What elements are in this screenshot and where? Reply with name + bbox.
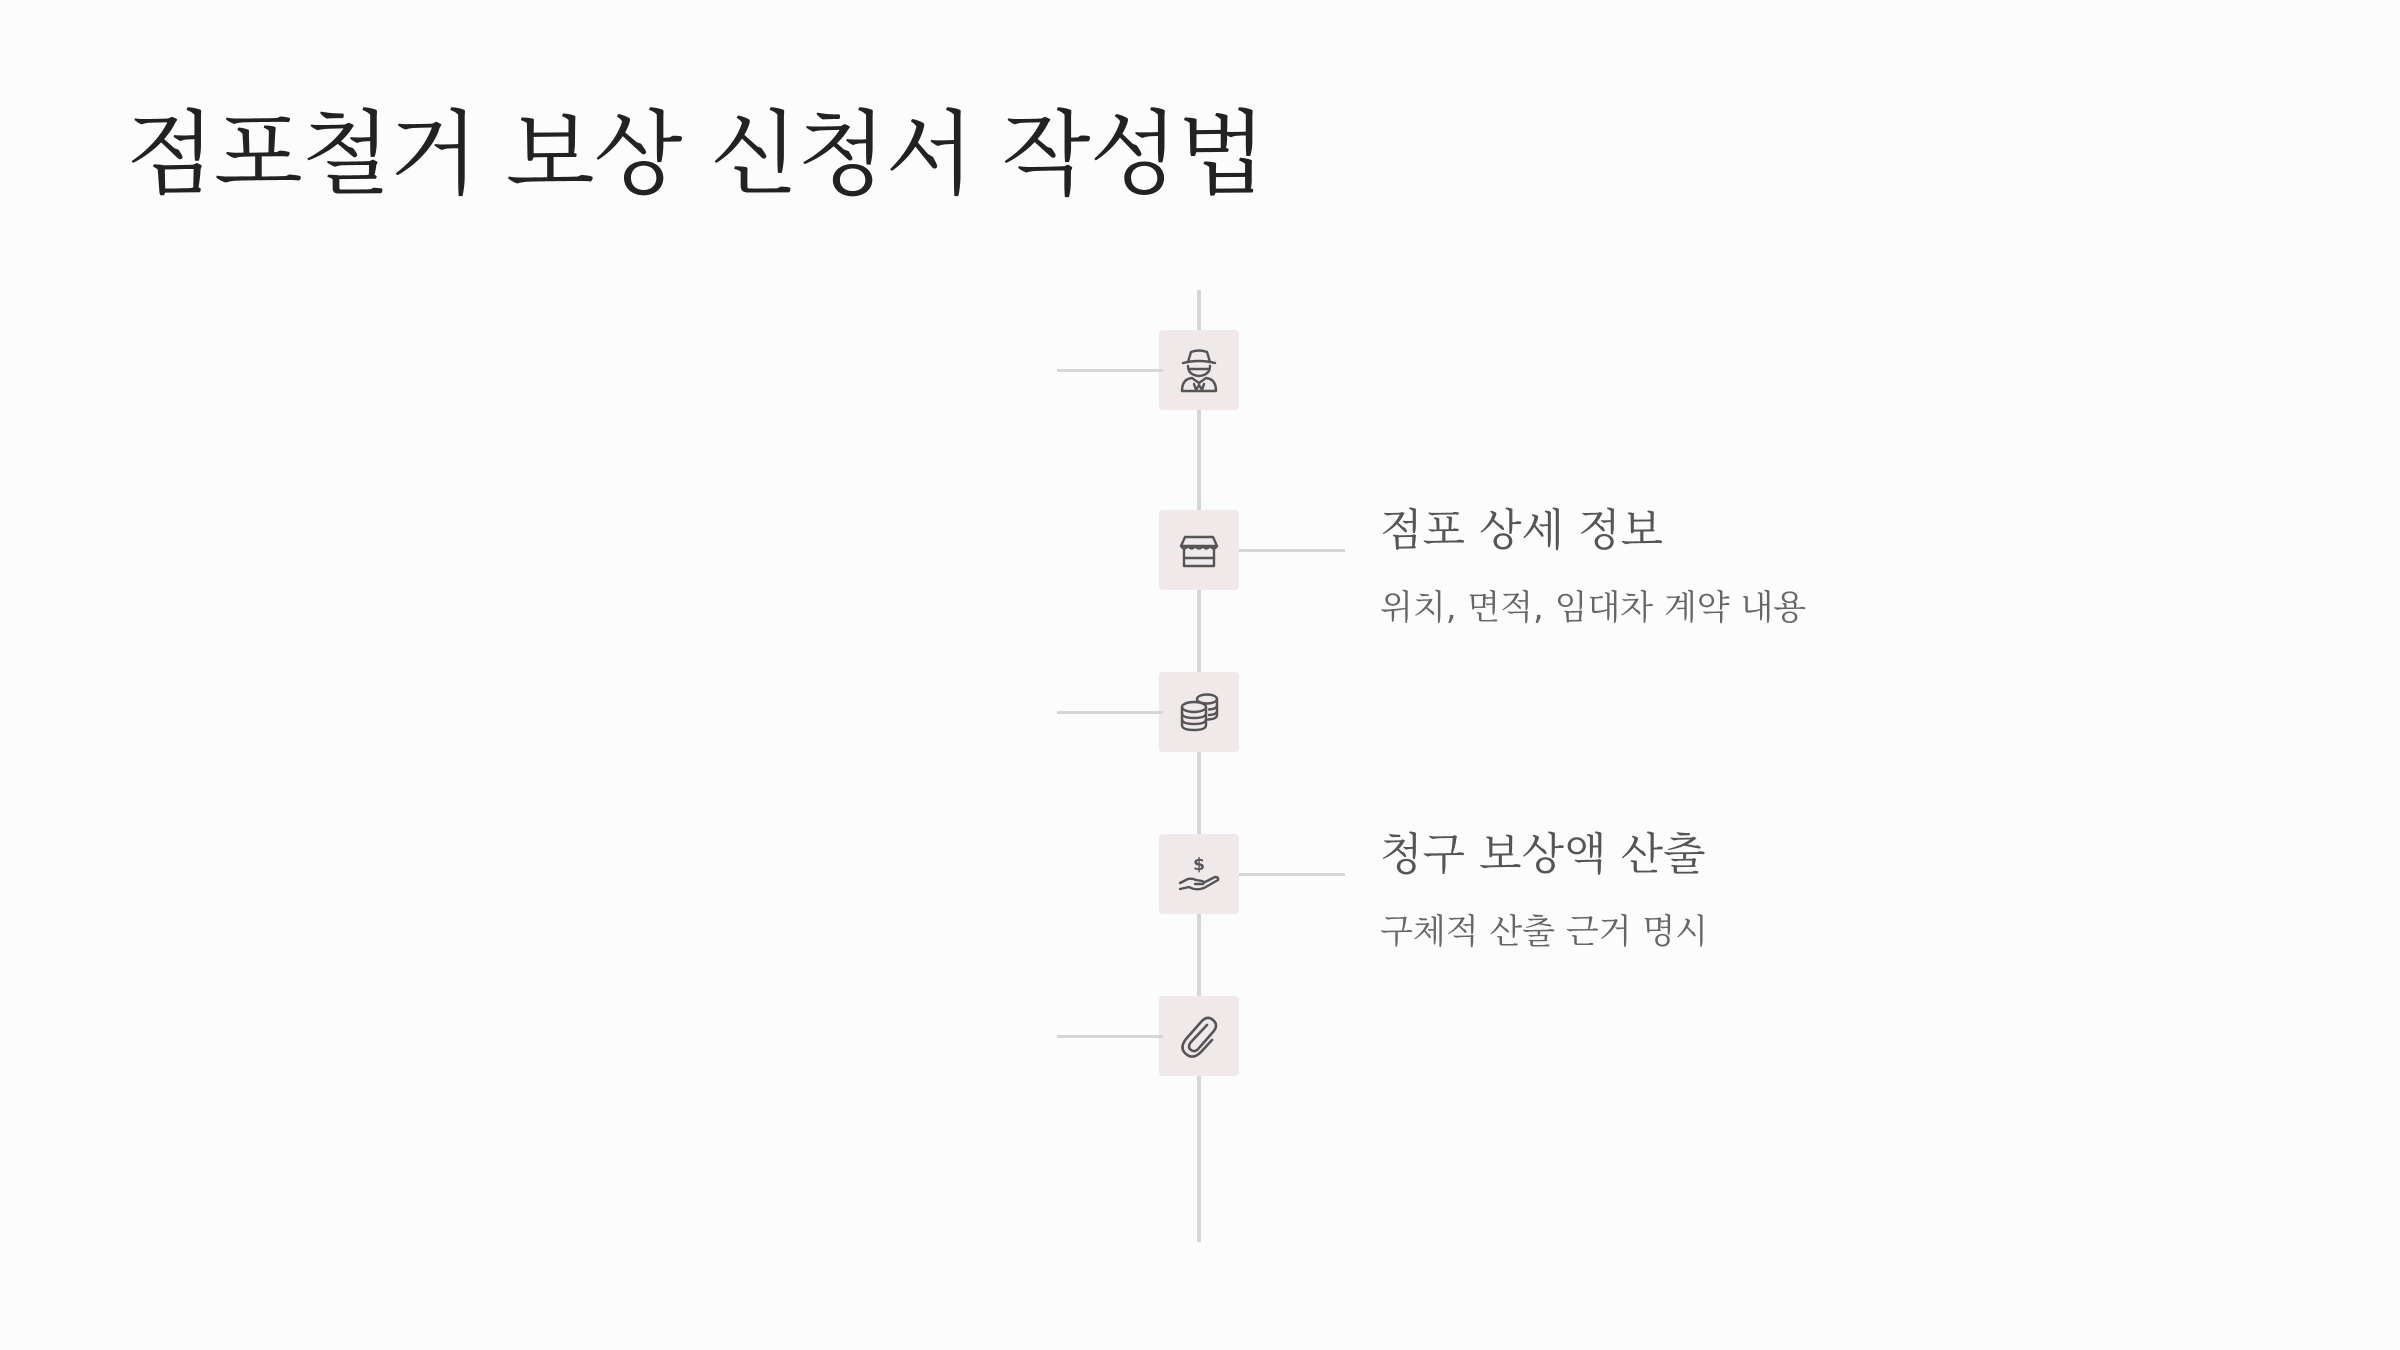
step-title: 청구 보상액 산출 — [1380, 829, 1706, 880]
store-icon — [1159, 510, 1239, 590]
connector-line — [1057, 1035, 1163, 1038]
detective-icon — [1159, 330, 1239, 410]
step-title: 점포 상세 정보 — [1380, 505, 1663, 556]
paperclip-icon — [1159, 996, 1239, 1076]
connector-line — [1239, 873, 1345, 876]
coins-icon — [1159, 672, 1239, 752]
page-title: 점포철거 보상 신청서 작성법 — [126, 101, 1266, 208]
connector-line — [1239, 549, 1345, 552]
step-description: 위치, 면적, 임대차 계약 내용 — [1380, 588, 1807, 628]
connector-line — [1057, 711, 1163, 714]
hand-dollar-icon — [1159, 834, 1239, 914]
timeline-line — [1197, 290, 1201, 1242]
svg-text:$: $ — [1193, 855, 1205, 875]
step-description: 구체적 산출 근거 명시 — [1380, 912, 1709, 952]
connector-line — [1057, 369, 1163, 372]
